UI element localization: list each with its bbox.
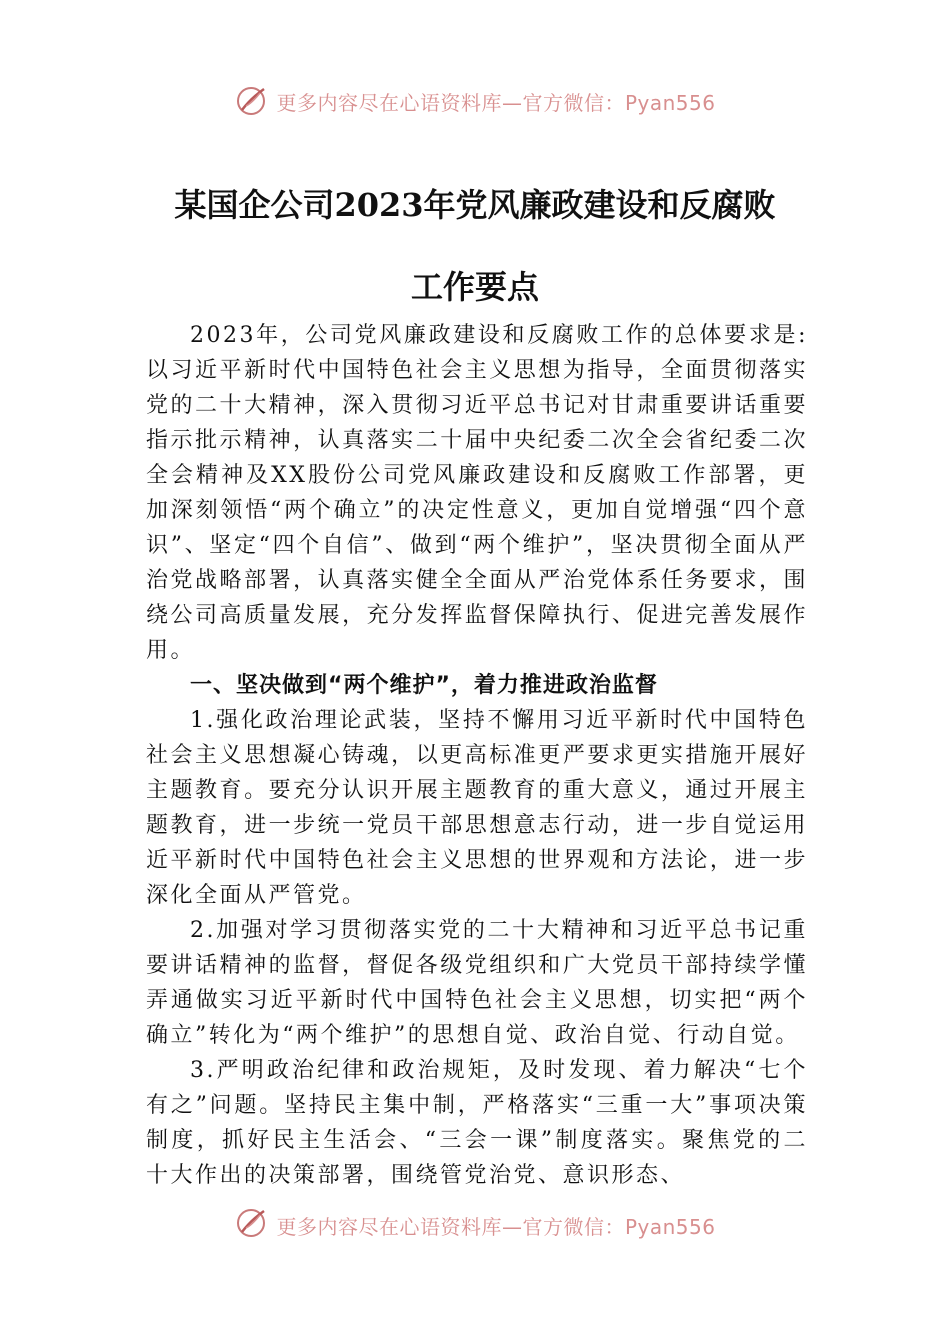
section-1-item-2: 2.加强对学习贯彻落实党的二十大精神和习近平总书记重要讲话精神的监督，督促各级党组织和广大党员干部持续学懂弄通做实习近平新时代中国特色社会主义思想，切实把“两个确立”转化为“两个维护”的思想自觉、政治自觉、行动自觉。 <box>146 918 808 1048</box>
document-body <box>146 318 808 1193</box>
section-1-item-1: 1.强化政治理论武装，坚持不懈用习近平新时代中国特色社会主义思想凝心铸魂，以更高标准更严要求更实措施开展好主题教育。要充分认识开展主题教育的重大意义，通过开展主题教育，进一步统一党员干部思想意志行动，进一步自觉运用近平新时代中国特色社会主义思想的世界观和方法论，进一步深化全面从严管党。 <box>146 708 808 908</box>
feather-seal-icon <box>234 1206 268 1240</box>
feather-seal-icon <box>234 84 268 118</box>
watermark-text: 更多内容尽在心语资料库—官方微信：Pyan556 <box>276 1214 716 1239</box>
title-line-1: 某国企公司2023年党风廉政建设和反腐败 <box>174 186 776 224</box>
intro-paragraph: 2023年，公司党风廉政建设和反腐败工作的总体要求是:以习近平新时代中国特色社会主义思想为指导，全面贯彻落实党的二十大精神，深入贯彻习近平总书记对甘肃重要讲话重要指示批示精神，认真落实二十届中央纪委二次全会省纪委二次全会精神及XX股份公司党风廉政建设和反腐败工作部署，更加深刻领悟“两个确立”的决定性意义，更加自觉增强“四个意识”、坚定“四个自信”、做到“两个维护”，坚决贯彻全面从严治党战略部署，认真落实健全全面从严治党体系任务要求，围绕公司高质量发展，充分发挥监督保障执行、促进完善发展作用。 <box>146 323 808 663</box>
footer-watermark <box>0 1206 950 1240</box>
watermark-text: 更多内容尽在心语资料库—官方微信：Pyan556 <box>276 90 716 115</box>
title-line-2: 工作要点 <box>410 268 539 306</box>
document-title <box>60 164 890 328</box>
header-watermark <box>0 84 950 118</box>
section-1-item-3: 3.严明政治纪律和政治规矩，及时发现、着力解决“七个有之”问题。坚持民主集中制，严格落实“三重一大”事项决策制度，抓好民主生活会、“三会一课”制度落实。聚焦党的二十大作出的决策部署，围绕管党治党、意识形态、 <box>146 1058 808 1188</box>
section-1-heading: 一、坚决做到“两个维护”，着力推进政治监督 <box>190 673 658 698</box>
